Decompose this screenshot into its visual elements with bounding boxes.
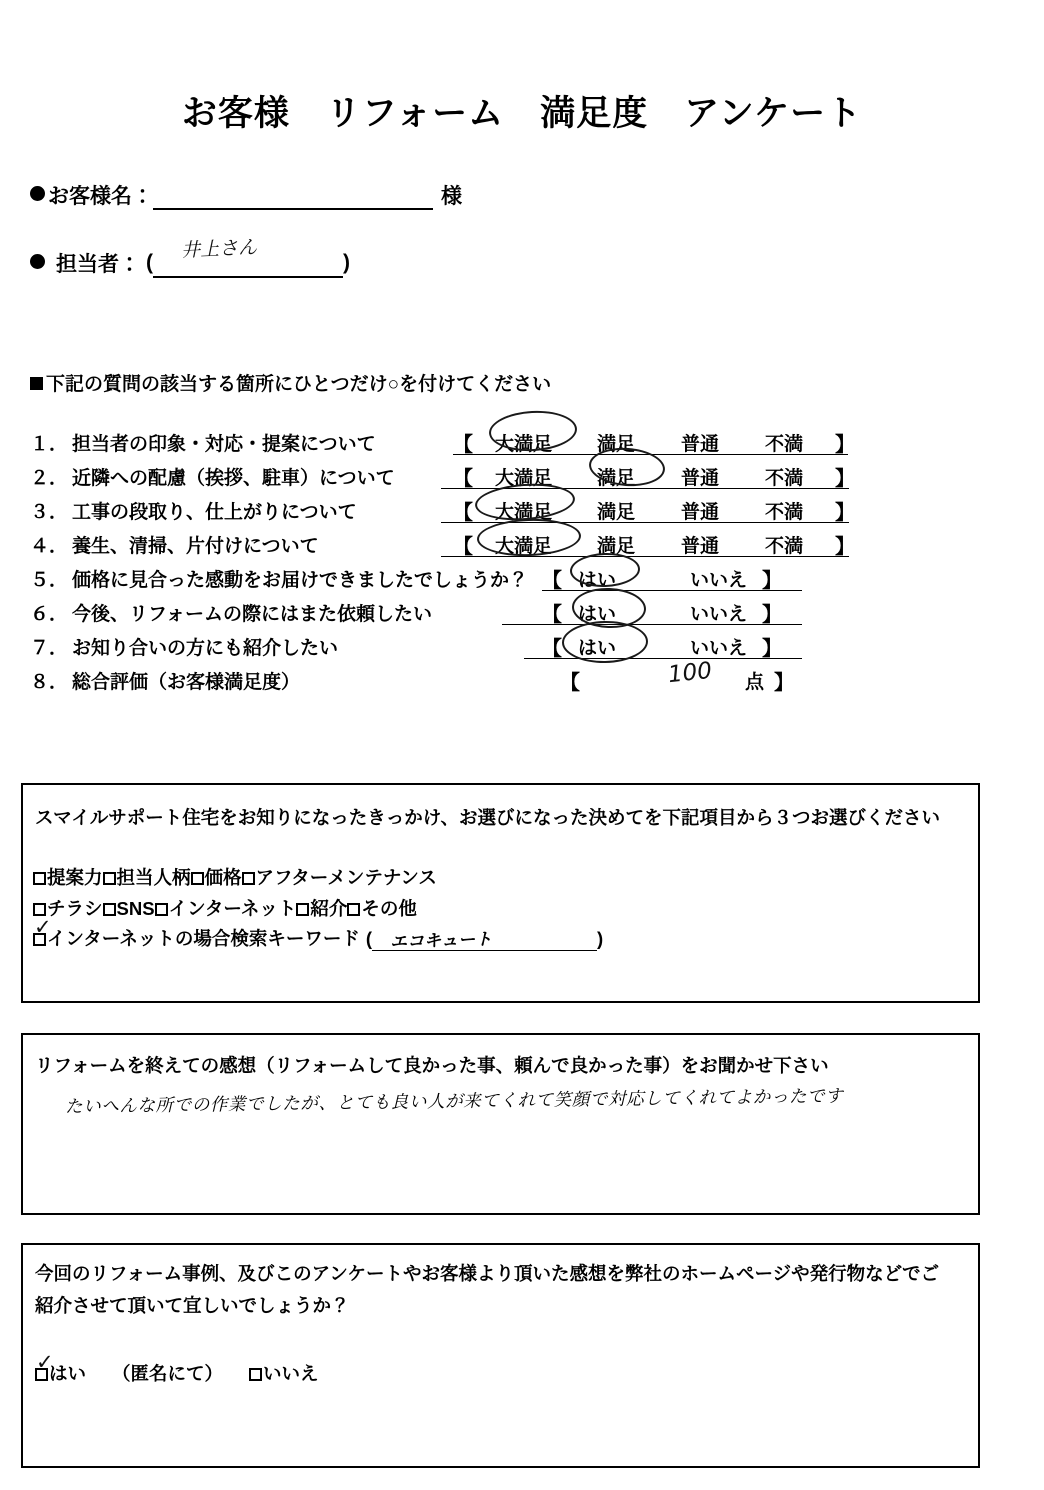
question-text: 近隣への配慮（挨拶、駐車）について [72,468,395,489]
bracket-open: 【 [453,502,473,524]
option-iie[interactable]: いいえ [690,570,748,591]
option-fuman[interactable]: 不満 [765,434,804,455]
question-row-6 [30,596,1010,630]
bracket-open: 【 [453,434,473,456]
checkmark-icon: ✓ [36,1350,54,1374]
checkbox-aftermaintenance[interactable] [242,872,255,885]
paren-close: ) [343,251,350,274]
score-unit-label: 点 [745,672,765,693]
option-fuman[interactable]: 不満 [765,536,804,557]
permission-answer-row [35,1350,319,1386]
checkbox-internet[interactable] [155,903,168,916]
paren-open: ( [146,251,153,274]
question-text: 今後、リフォームの際にはまた依頼したい [72,604,433,625]
square-bullet-icon [30,377,43,390]
label-permission-no: いいえ [263,1363,319,1384]
option-hai[interactable]: はい [578,638,617,659]
bracket-open: 【 [453,536,473,558]
option-futsuu[interactable]: 普通 [681,502,720,523]
permission-prompt-line-1: 今回のリフォーム事例、及びこのアンケートやお客様より頂いた感想を弊社のホームページや発行物などでご [35,1263,940,1284]
label-sns: SNS [116,898,155,919]
option-manzoku[interactable]: 満足 [597,502,636,523]
question-number: ３． [30,502,69,523]
option-fuman[interactable]: 不満 [765,468,804,489]
customer-name-field [30,180,462,210]
question-number: ７． [30,638,69,659]
question-row-7 [30,630,1010,664]
instruction-text [30,369,551,396]
impression-answer-handwriting[interactable]: たいへんな所での作業でしたが、とても良い人が来てくれて笑顔で対応してくれてよかったです [64,1086,844,1118]
source-options-row-1 [33,864,437,890]
answer-group-7 [542,630,802,660]
bracket-close: 】 [835,468,855,490]
person-in-charge-input[interactable] [153,236,343,278]
question-number: ５． [30,570,69,591]
person-in-charge-label: 担当者： [56,253,140,276]
option-fuman[interactable]: 不満 [765,502,804,523]
customer-name-input[interactable] [153,183,433,210]
question-row-1 [30,426,1010,460]
answer-group-8 [560,657,800,694]
person-in-charge-field [30,236,350,278]
option-daimanzoku[interactable]: 大満足 [495,434,553,455]
answer-group-1 [453,426,855,456]
question-text: 養生、清掃、片付けについて [72,536,319,557]
option-manzoku[interactable]: 満足 [597,434,636,455]
label-keyword: インターネットの場合検索キーワード [47,928,360,949]
permission-box [21,1243,980,1468]
option-daimanzoku[interactable]: 大満足 [495,502,553,523]
checkbox-shoukai[interactable] [296,903,309,916]
page-title: お客様 リフォーム 満足度 アンケート [181,94,863,133]
checkbox-teiansuryoku[interactable] [33,872,46,885]
label-sonota: その他 [361,898,417,919]
checkbox-kakaku[interactable] [191,872,204,885]
label-internet: インターネット [168,898,297,919]
question-number: ８． [30,672,69,693]
bracket-close: 】 [762,570,782,592]
bracket-open: 【 [560,672,580,694]
keyword-paren-open: ( [365,928,373,949]
bracket-close: 】 [835,502,855,524]
source-options-row-2 [33,895,417,921]
impression-prompt: リフォームを終えての感想（リフォームして良かった事、頼んで良かった事）をお聞かせ下さい [35,1055,829,1076]
source-keyword-row [33,915,604,953]
option-futsuu[interactable]: 普通 [681,468,720,489]
question-number: ６． [30,604,69,625]
total-score-handwriting: 100 [666,657,714,689]
option-futsuu[interactable]: 普通 [681,434,720,455]
keyword-input[interactable] [372,928,597,951]
question-number: ４． [30,536,69,557]
bracket-open: 【 [542,604,562,626]
answer-group-3 [453,494,855,524]
bracket-close: 】 [835,536,855,558]
checkbox-tantouhitogara[interactable] [103,872,116,885]
checkbox-sonota[interactable] [347,903,360,916]
answer-group-4 [453,528,855,558]
answer-group-2 [453,460,855,490]
question-row-4 [30,528,1010,562]
answer-underline [524,658,802,659]
permission-prompt-line-2: 紹介させて頂いて宜しいでしょうか？ [35,1295,350,1316]
bracket-open: 【 [542,570,562,592]
question-row-8 [30,657,1010,698]
checkmark-icon: ✓ [34,915,52,939]
question-row-3 [30,494,1010,528]
source-prompt: スマイルサポート住宅をお知りになったきっかけ、お選びになった決めてを下記項目から３つお選びください [35,807,941,828]
option-daimanzoku[interactable]: 大満足 [495,536,553,557]
impression-box [21,1033,980,1215]
bracket-close: 】 [774,672,794,694]
bracket-close: 】 [835,434,855,456]
keyword-handwriting: エコキュート [389,929,493,953]
question-text: お知り合いの方にも紹介したい [72,638,339,659]
bracket-open: 【 [453,468,473,490]
question-list [30,426,1010,698]
label-chirashi: チラシ [47,898,103,919]
option-futsuu[interactable]: 普通 [681,536,720,557]
label-shoukai: 紹介 [310,898,348,919]
answer-group-5 [542,562,802,592]
option-iie[interactable]: いいえ [690,604,748,625]
keyword-paren-close: ) [597,928,604,949]
label-aftermaintenance: アフターメンテナンス [255,867,437,888]
question-text: 工事の段取り、仕上がりについて [72,502,357,523]
checkbox-yes-wrap[interactable] [35,1350,54,1385]
question-row-2 [30,460,1010,494]
bracket-open: 【 [542,638,562,660]
label-kakaku: 価格 [204,867,242,888]
bracket-close: 】 [762,638,782,660]
question-text: 担当者の印象・対応・提案について [72,434,376,455]
question-text: 価格に見合った感動をお届けできましたでしょうか？ [72,570,529,591]
bracket-close: 】 [762,604,782,626]
option-manzoku[interactable]: 満足 [597,536,636,557]
checkbox-sns[interactable] [103,903,116,916]
customer-name-label: お客様名： [48,185,153,208]
question-number: １． [30,434,69,455]
label-permission-yes: はい [49,1363,87,1384]
customer-name-suffix: 様 [441,185,462,208]
label-tantouhitogara: 担当人柄 [116,867,191,888]
question-row-5 [30,562,1010,596]
option-iie[interactable]: いいえ [690,638,748,659]
bullet-icon [30,254,45,269]
answer-group-6 [542,596,802,626]
checkbox-keyword-wrap[interactable] [33,915,52,950]
bullet-icon [30,186,45,201]
option-daimanzoku[interactable]: 大満足 [495,468,553,489]
label-teiansuryoku: 提案力 [47,867,103,888]
instruction-label: 下記の質問の該当する箇所にひとつだけ○を付けてください [46,374,552,395]
checkbox-permission-no[interactable] [249,1368,262,1381]
option-hai[interactable]: はい [578,570,617,591]
source-question-box [21,783,980,1003]
option-manzoku[interactable]: 満足 [597,468,636,489]
label-anonymous: （匿名にて） [112,1363,224,1384]
question-number: ２． [30,468,69,489]
person-in-charge-handwriting: 井上さん [180,236,258,262]
question-text: 総合評価（お客様満足度） [72,672,301,693]
option-hai[interactable]: はい [578,604,617,625]
